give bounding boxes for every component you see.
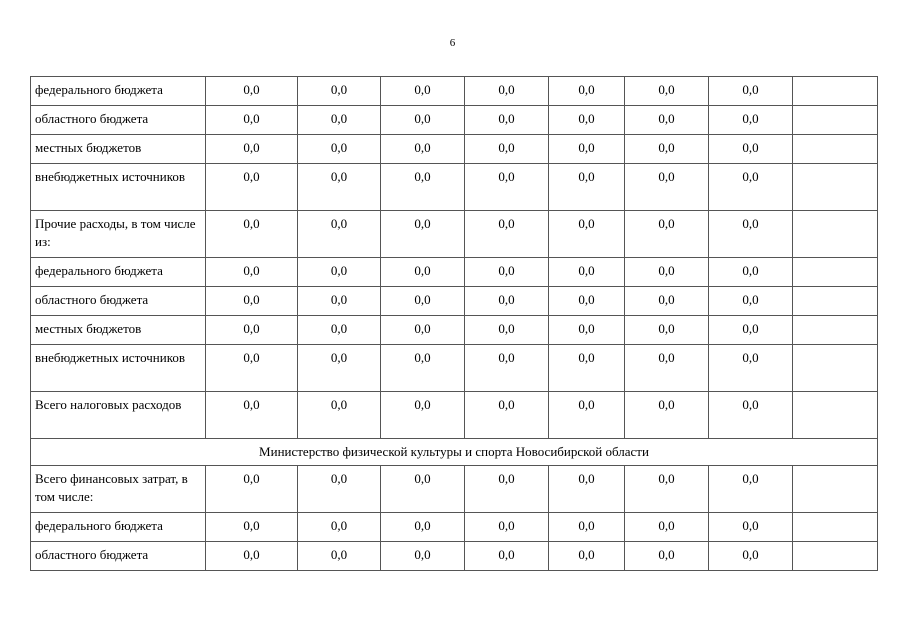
table-row xyxy=(31,513,878,542)
page-number: 6 xyxy=(449,37,456,49)
value-cell: 0,0 xyxy=(549,106,625,135)
value-cell: 0,0 xyxy=(381,392,465,439)
value-cell: 0,0 xyxy=(206,542,298,571)
value-cell: 0,0 xyxy=(549,466,625,513)
value-cell xyxy=(793,316,878,345)
value-cell: 0,0 xyxy=(549,513,625,542)
budget-table xyxy=(30,76,878,571)
value-cell: 0,0 xyxy=(465,466,549,513)
row-label: Прочие расходы, в том числе из: xyxy=(31,211,206,258)
value-cell: 0,0 xyxy=(549,392,625,439)
value-cell xyxy=(793,164,878,211)
value-cell: 0,0 xyxy=(206,316,298,345)
value-cell: 0,0 xyxy=(206,77,298,106)
value-cell: 0,0 xyxy=(465,135,549,164)
table-row xyxy=(31,316,878,345)
value-cell: 0,0 xyxy=(625,345,709,392)
value-cell: 0,0 xyxy=(206,164,298,211)
value-cell: 0,0 xyxy=(709,466,793,513)
section-title: Министерство физической культуры и спорта Новосибирской области xyxy=(31,439,878,466)
value-cell xyxy=(793,542,878,571)
value-cell: 0,0 xyxy=(381,135,465,164)
table-row xyxy=(31,392,878,439)
row-label: областного бюджета xyxy=(31,542,206,571)
row-label: федерального бюджета xyxy=(31,513,206,542)
value-cell: 0,0 xyxy=(549,542,625,571)
value-cell: 0,0 xyxy=(549,211,625,258)
value-cell: 0,0 xyxy=(465,164,549,211)
value-cell: 0,0 xyxy=(381,542,465,571)
value-cell: 0,0 xyxy=(298,77,381,106)
value-cell: 0,0 xyxy=(298,211,381,258)
value-cell: 0,0 xyxy=(381,287,465,316)
value-cell: 0,0 xyxy=(206,211,298,258)
value-cell: 0,0 xyxy=(381,106,465,135)
value-cell: 0,0 xyxy=(381,466,465,513)
value-cell: 0,0 xyxy=(549,316,625,345)
table-row xyxy=(31,106,878,135)
row-label: федерального бюджета xyxy=(31,258,206,287)
table-row xyxy=(31,542,878,571)
value-cell: 0,0 xyxy=(709,513,793,542)
value-cell: 0,0 xyxy=(625,542,709,571)
value-cell: 0,0 xyxy=(206,106,298,135)
row-label: федерального бюджета xyxy=(31,77,206,106)
row-label: местных бюджетов xyxy=(31,316,206,345)
value-cell: 0,0 xyxy=(549,258,625,287)
value-cell: 0,0 xyxy=(709,392,793,439)
value-cell: 0,0 xyxy=(549,287,625,316)
value-cell: 0,0 xyxy=(625,316,709,345)
value-cell: 0,0 xyxy=(625,106,709,135)
value-cell: 0,0 xyxy=(298,345,381,392)
value-cell: 0,0 xyxy=(206,345,298,392)
table-row xyxy=(31,211,878,258)
value-cell: 0,0 xyxy=(709,258,793,287)
value-cell: 0,0 xyxy=(709,211,793,258)
value-cell: 0,0 xyxy=(206,466,298,513)
value-cell: 0,0 xyxy=(298,542,381,571)
value-cell xyxy=(793,287,878,316)
section-row xyxy=(31,439,878,466)
row-label: Всего финансовых затрат, в том числе: xyxy=(31,466,206,513)
value-cell: 0,0 xyxy=(625,211,709,258)
value-cell: 0,0 xyxy=(206,287,298,316)
value-cell: 0,0 xyxy=(625,77,709,106)
row-label: областного бюджета xyxy=(31,106,206,135)
value-cell: 0,0 xyxy=(381,211,465,258)
value-cell: 0,0 xyxy=(709,135,793,164)
value-cell: 0,0 xyxy=(465,106,549,135)
value-cell: 0,0 xyxy=(465,513,549,542)
value-cell: 0,0 xyxy=(465,77,549,106)
value-cell: 0,0 xyxy=(381,345,465,392)
value-cell xyxy=(793,258,878,287)
value-cell: 0,0 xyxy=(465,316,549,345)
value-cell: 0,0 xyxy=(298,392,381,439)
value-cell: 0,0 xyxy=(709,164,793,211)
value-cell: 0,0 xyxy=(465,258,549,287)
value-cell: 0,0 xyxy=(381,164,465,211)
value-cell: 0,0 xyxy=(298,106,381,135)
value-cell xyxy=(793,513,878,542)
value-cell xyxy=(793,211,878,258)
value-cell: 0,0 xyxy=(381,258,465,287)
table-row xyxy=(31,135,878,164)
value-cell: 0,0 xyxy=(206,392,298,439)
value-cell: 0,0 xyxy=(206,258,298,287)
value-cell: 0,0 xyxy=(465,392,549,439)
value-cell: 0,0 xyxy=(625,466,709,513)
table-body xyxy=(31,77,878,571)
row-label: внебюджетных источников xyxy=(31,164,206,211)
table-row xyxy=(31,287,878,316)
value-cell xyxy=(793,135,878,164)
table-row xyxy=(31,258,878,287)
value-cell: 0,0 xyxy=(549,345,625,392)
value-cell: 0,0 xyxy=(298,466,381,513)
value-cell: 0,0 xyxy=(465,287,549,316)
value-cell: 0,0 xyxy=(625,258,709,287)
value-cell: 0,0 xyxy=(625,164,709,211)
value-cell: 0,0 xyxy=(549,164,625,211)
table-row xyxy=(31,77,878,106)
value-cell: 0,0 xyxy=(381,77,465,106)
value-cell xyxy=(793,466,878,513)
value-cell: 0,0 xyxy=(298,287,381,316)
value-cell: 0,0 xyxy=(709,287,793,316)
value-cell: 0,0 xyxy=(709,77,793,106)
value-cell: 0,0 xyxy=(625,392,709,439)
table-row xyxy=(31,164,878,211)
value-cell: 0,0 xyxy=(625,287,709,316)
value-cell: 0,0 xyxy=(381,316,465,345)
value-cell xyxy=(793,345,878,392)
value-cell xyxy=(793,77,878,106)
value-cell: 0,0 xyxy=(206,135,298,164)
value-cell: 0,0 xyxy=(298,513,381,542)
value-cell: 0,0 xyxy=(381,513,465,542)
value-cell: 0,0 xyxy=(465,542,549,571)
value-cell: 0,0 xyxy=(465,211,549,258)
value-cell: 0,0 xyxy=(206,513,298,542)
value-cell: 0,0 xyxy=(625,135,709,164)
value-cell: 0,0 xyxy=(549,135,625,164)
value-cell: 0,0 xyxy=(298,135,381,164)
value-cell: 0,0 xyxy=(465,345,549,392)
value-cell: 0,0 xyxy=(549,77,625,106)
value-cell: 0,0 xyxy=(709,106,793,135)
table-row xyxy=(31,345,878,392)
row-label: Всего налоговых расходов xyxy=(31,392,206,439)
value-cell: 0,0 xyxy=(709,316,793,345)
value-cell: 0,0 xyxy=(709,542,793,571)
row-label: внебюджетных источников xyxy=(31,345,206,392)
value-cell: 0,0 xyxy=(298,316,381,345)
value-cell xyxy=(793,392,878,439)
row-label: областного бюджета xyxy=(31,287,206,316)
value-cell: 0,0 xyxy=(298,164,381,211)
row-label: местных бюджетов xyxy=(31,135,206,164)
value-cell xyxy=(793,106,878,135)
value-cell: 0,0 xyxy=(298,258,381,287)
table-row xyxy=(31,466,878,513)
value-cell: 0,0 xyxy=(625,513,709,542)
value-cell: 0,0 xyxy=(709,345,793,392)
